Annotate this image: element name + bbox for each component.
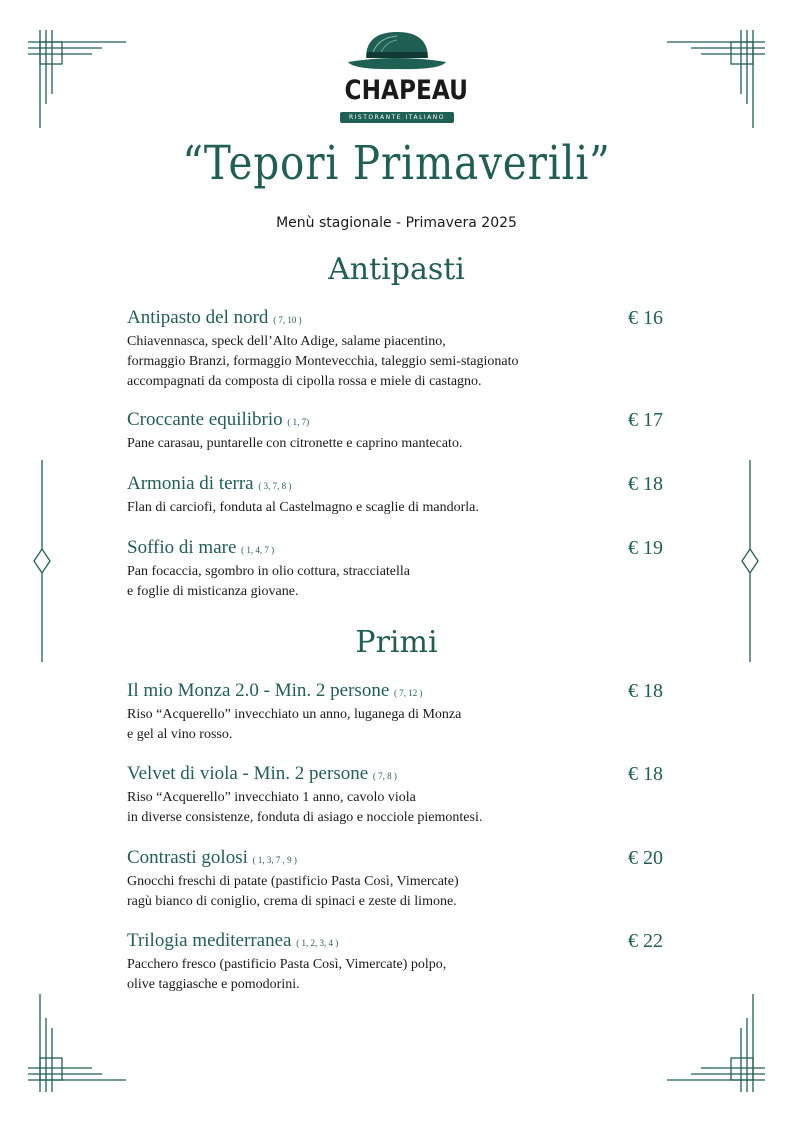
item-name: Velvet di viola - Min. 2 persone	[127, 763, 369, 784]
corner-ornament-top-right	[667, 30, 765, 128]
item-price: € 18	[628, 763, 663, 785]
item-description: Chiavennasca, speck dell’Alto Adige, salame piacentino, formaggio Branzi, formaggio Montevecchia, taleggio semi-stagionato accompagnati da composta di cipolla rossa e miele di castagno.	[127, 334, 519, 389]
item-description: Gnocchi freschi di patate (pastificio Pasta Così, Vimercate) ragù bianco di coniglio, crema di spinaci e zeste di limone.	[127, 874, 459, 909]
item-description: Pacchero fresco (pastificio Pasta Così, Vimercate) polpo, olive taggiasche e pomodorini.	[127, 957, 447, 992]
section-heading-primi: Primi	[355, 625, 438, 660]
item-price: € 22	[628, 930, 663, 952]
item-allergens: ( 7, 8 )	[372, 771, 397, 781]
item-allergens: ( 7, 10 )	[273, 315, 302, 325]
item-price: € 19	[628, 537, 663, 559]
item-name: Antipasto del nord	[127, 307, 269, 328]
menu-item	[127, 409, 663, 454]
item-description: Flan di carciofi, fonduta al Castelmagno e scaglie di mandorla.	[127, 500, 479, 515]
menu-item	[127, 847, 663, 912]
item-name: Soffio di mare	[127, 537, 237, 558]
item-description: Riso “Acquerello” invecchiato 1 anno, cavolo viola in diverse consistenze, fonduta di asiago e nocciole piemontesi.	[127, 790, 483, 825]
menu-item	[127, 307, 663, 392]
menu-title: “Tepori Primaverili”	[182, 136, 611, 191]
item-price: € 16	[628, 307, 663, 329]
corner-ornament-bottom-left	[28, 994, 126, 1092]
item-allergens: ( 1, 4, 7 )	[241, 545, 275, 555]
item-name: Croccante equilibrio	[127, 409, 283, 430]
item-allergens: ( 1, 2, 3, 4 )	[296, 938, 339, 948]
corner-ornament-top-left	[28, 30, 126, 128]
item-price: € 17	[628, 409, 663, 431]
item-allergens: ( 1, 7)	[287, 417, 310, 427]
item-name: Il mio Monza 2.0 - Min. 2 persone	[127, 680, 390, 701]
item-description: Riso “Acquerello” invecchiato un anno, luganega di Monza e gel al vino rosso.	[127, 707, 462, 742]
menu-item	[127, 680, 663, 745]
brand-tagline: RISTORANTE ITALIANO	[340, 112, 454, 123]
item-allergens: ( 7, 12 )	[394, 688, 423, 698]
menu-subtitle: Menù stagionale - Primavera 2025	[276, 215, 517, 231]
menu-item	[127, 473, 663, 518]
item-price: € 20	[628, 847, 663, 869]
item-name: Contrasti golosi	[127, 847, 248, 868]
item-description: Pan focaccia, sgombro in olio cottura, stracciatella e foglie di misticanza giovane.	[127, 564, 411, 599]
section-heading-antipasti: Antipasti	[328, 252, 465, 287]
brand-name: CHAPEAU	[344, 75, 468, 106]
menu-item	[127, 763, 663, 828]
item-allergens: ( 3, 7, 8 )	[258, 481, 292, 491]
menu-item	[127, 930, 663, 995]
item-description: Pane carasau, puntarelle con citronette e caprino mantecato.	[127, 436, 463, 451]
item-price: € 18	[628, 680, 663, 702]
item-name: Trilogia mediterranea	[127, 930, 292, 951]
corner-ornament-bottom-right	[667, 994, 765, 1092]
menu-item	[127, 537, 663, 602]
item-allergens: ( 1, 3, 7 , 9 )	[252, 855, 297, 865]
item-name: Armonia di terra	[127, 473, 254, 494]
item-price: € 18	[628, 473, 663, 495]
brand-logo	[336, 28, 468, 128]
